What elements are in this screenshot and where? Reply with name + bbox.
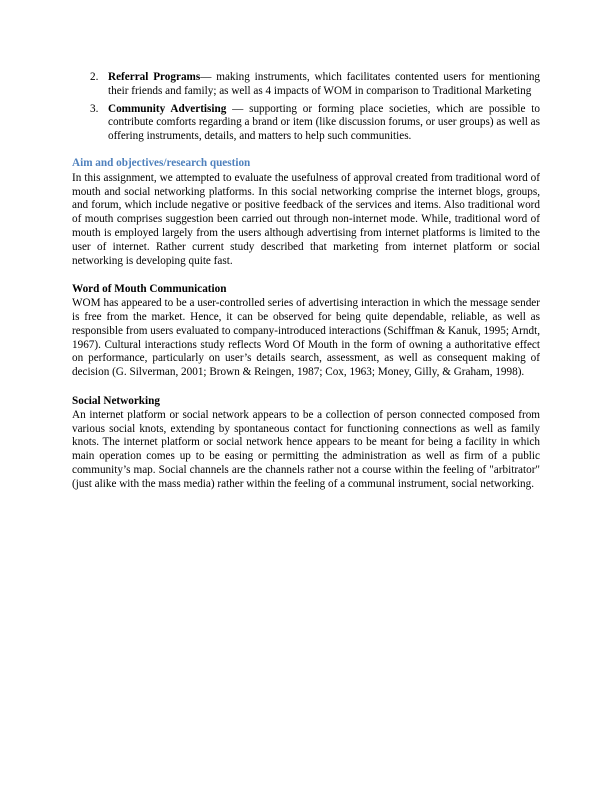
- aim-paragraph: In this assignment, we attempted to evaluate the usefulness of approval created from traditional word of mouth and social networking platforms. In this social networking comprise the internet blogs, groups, and forum, which include negative or positive feedback of the services and items. Also traditional word of mouth comprises suggestion been carried out through non-internet mode. While, traditional word of mouth is employed largely from the users although advertising from internet platforms is limited to the user of internet. Rather current study described that marketing from internet platform or social networking is developing quite fast.: [72, 171, 540, 267]
- wom-paragraph: WOM has appeared to be a user-controlled series of advertising interaction in which the message sender is free from the market. Hence, it can be observed for being quite dependable, reliable, as well as responsible from users evaluated to company-introduced interactions (Schiffman & Kanuk, 1995; Arndt, 1967). Cultural interactions study reflects Word Of Mouth in the form of owning a authoritative effect on performance, particularly on user’s details search, assessment, as well as consequent making of decision (G. Silverman, 2001; Brown & Reingen, 1987; Cox, 1963; Money, Gilly, & Graham, 1998).: [72, 297, 541, 379]
- numbered-list: [72, 71, 540, 144]
- list-item-community-advertising: [72, 103, 540, 144]
- list-item-referral-programs: [72, 71, 540, 99]
- list-item-text: — making instruments, which facilitates contented users for mentioning their friends and family; as well as 4 impacts of WOM in comparison to Traditional Marketing: [108, 71, 541, 97]
- aim-heading: Aim and objectives/research question: [72, 156, 251, 169]
- list-item-title: Community Advertising: [108, 102, 227, 115]
- social-networking-paragraph: An internet platform or social network appears to be a collection of person connected composed from various social knots, extending by spontaneous contact for functioning connections as well as family knots. The internet platform or social network hence appears to be meant for being a facility in which main operation comes up to be easing or permitting the administration as well as firm of a public community’s map. Social channels are the channels rather not a course within the feeling of "arbitrator" (just alike with the mass media) rather within the feeling of a communal instrument, social networking.: [72, 408, 540, 490]
- wom-heading: Word of Mouth Communication: [72, 283, 227, 296]
- document-page: [72, 71, 540, 492]
- list-item-text: — supporting or forming place societies, which are possible to contribute comforts regarding a brand or item (like discussion forums, or user groups) as well as offering instruments, details, and matters to help such communities.: [108, 102, 540, 143]
- list-item-title: Referral Programs: [108, 71, 201, 83]
- list-number: 2.: [90, 71, 99, 83]
- social-networking-heading: Social Networking: [72, 394, 160, 407]
- list-number: 3.: [90, 102, 99, 115]
